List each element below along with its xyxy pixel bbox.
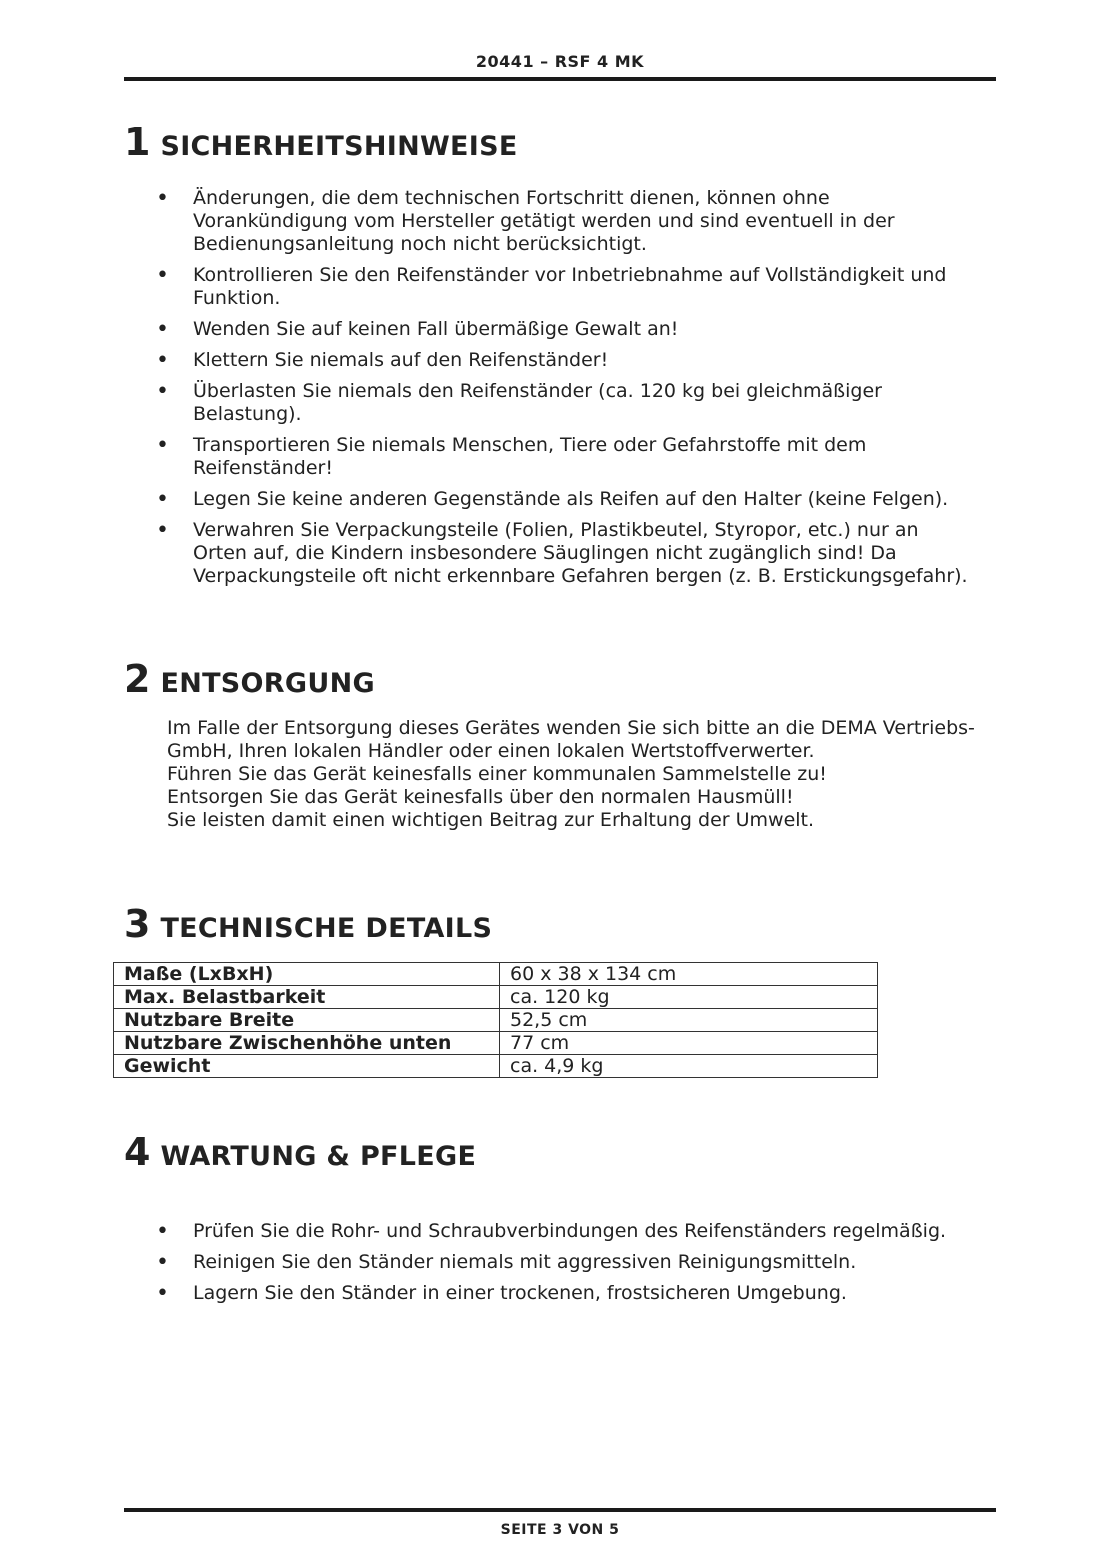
list-item: • Änderungen, die dem technischen Fortschritt dienen, können ohne Vorankündigung vom Hersteller getätigt werden und sind eventuell in der Bedienungsanleitung noch nicht berücksichtigt.: [156, 186, 895, 255]
section-title: TECHNISCHE DETAILS: [160, 913, 493, 944]
table-row: [114, 963, 878, 986]
list-item: • Kontrollieren Sie den Reifenständer vor Inbetriebnahme auf Vollständigkeit und Funktion.: [156, 263, 947, 309]
bullet-icon: •: [156, 1281, 169, 1306]
safety-list: [156, 187, 986, 596]
table-row: [114, 1032, 878, 1055]
bullet-icon: •: [156, 487, 169, 512]
section-heading-maintenance: [124, 1130, 476, 1174]
table-cell-label: Maße (LxBxH): [114, 963, 500, 986]
bullet-icon: •: [156, 1250, 169, 1275]
section-title: ENTSORGUNG: [160, 668, 375, 699]
section-heading-safety: [124, 120, 518, 164]
section-number: 4: [124, 1130, 151, 1174]
list-item: • Legen Sie keine anderen Gegenstände als Reifen auf den Halter (keine Felgen).: [156, 487, 949, 512]
section-heading-technical-details: [124, 902, 492, 946]
table-cell-label: Nutzbare Zwischenhöhe unten: [114, 1032, 500, 1055]
section-number: 3: [124, 902, 151, 946]
list-item: • Überlasten Sie niemals den Reifenständer (ca. 120 kg bei gleichmäßiger Belastung).: [156, 379, 882, 425]
list-item: • Klettern Sie niemals auf den Reifenständer!: [156, 348, 609, 373]
list-item: • Lagern Sie den Ständer in einer trockenen, frostsicheren Umgebung.: [156, 1281, 847, 1306]
page-number: SEITE 3 VON 5: [500, 1522, 620, 1538]
bullet-icon: •: [156, 518, 169, 543]
table-row: [114, 1009, 878, 1032]
bullet-icon: •: [156, 348, 169, 373]
technical-details-table: [113, 962, 878, 1078]
list-item: • Transportieren Sie niemals Menschen, Tiere oder Gefahrstoffe mit dem Reifenständer!: [156, 433, 867, 479]
table-cell-value: ca. 4,9 kg: [500, 1055, 878, 1078]
table-cell-label: Nutzbare Breite: [114, 1009, 500, 1032]
bullet-icon: •: [156, 317, 169, 342]
table-cell-value: ca. 120 kg: [500, 986, 878, 1009]
footer-rule: [124, 1508, 996, 1512]
table-cell-label: Max. Belastbarkeit: [114, 986, 500, 1009]
table-cell-label: Gewicht: [114, 1055, 500, 1078]
bullet-icon: •: [156, 186, 169, 211]
bullet-icon: •: [156, 379, 169, 404]
section-number: 1: [124, 120, 151, 164]
section-title: SICHERHEITSHINWEISE: [160, 131, 518, 162]
disposal-paragraph: Im Falle der Entsorgung dieses Gerätes wenden Sie sich bitte an die DEMA Vertriebs- GmbH, Ihren lokalen Händler oder einen lokalen Wertstoffverwerter. Führen Sie das Gerät keinesfalls einer kommunalen Sammelstelle zu! Entsorgen Sie das Gerät keinesfalls über den normalen Hausmüll! Sie leisten damit einen wichtigen Beitrag zur Erhaltung der Umwelt.: [167, 717, 975, 831]
table-row: [114, 1055, 878, 1078]
bullet-icon: •: [156, 263, 169, 288]
bullet-icon: •: [156, 433, 169, 458]
list-item: • Prüfen Sie die Rohr- und Schraubverbindungen des Reifenständers regelmäßig.: [156, 1219, 947, 1244]
table-cell-value: 60 x 38 x 134 cm: [500, 963, 878, 986]
list-item: • Verwahren Sie Verpackungsteile (Folien, Plastikbeutel, Styropor, etc.) nur an Orten auf, die Kindern insbesondere Säuglingen nicht zugänglich sind! Da Verpackungsteile oft nicht erkennbare Gefahren bergen (z. B. Erstickungsgefahr).: [156, 518, 968, 587]
list-item: • Wenden Sie auf keinen Fall übermäßige Gewalt an!: [156, 317, 679, 342]
list-item: • Reinigen Sie den Ständer niemals mit aggressiven Reinigungsmitteln.: [156, 1250, 857, 1275]
table-row: [114, 986, 878, 1009]
section-number: 2: [124, 657, 151, 701]
table-cell-value: 52,5 cm: [500, 1009, 878, 1032]
section-title: WARTUNG & PFLEGE: [160, 1141, 477, 1172]
maintenance-list: [156, 1220, 986, 1313]
section-heading-disposal: [124, 657, 375, 701]
bullet-icon: •: [156, 1219, 169, 1244]
page-header-title: 20441 – RSF 4 MK: [475, 52, 645, 71]
table-cell-value: 77 cm: [500, 1032, 878, 1055]
header-rule: [124, 77, 996, 81]
